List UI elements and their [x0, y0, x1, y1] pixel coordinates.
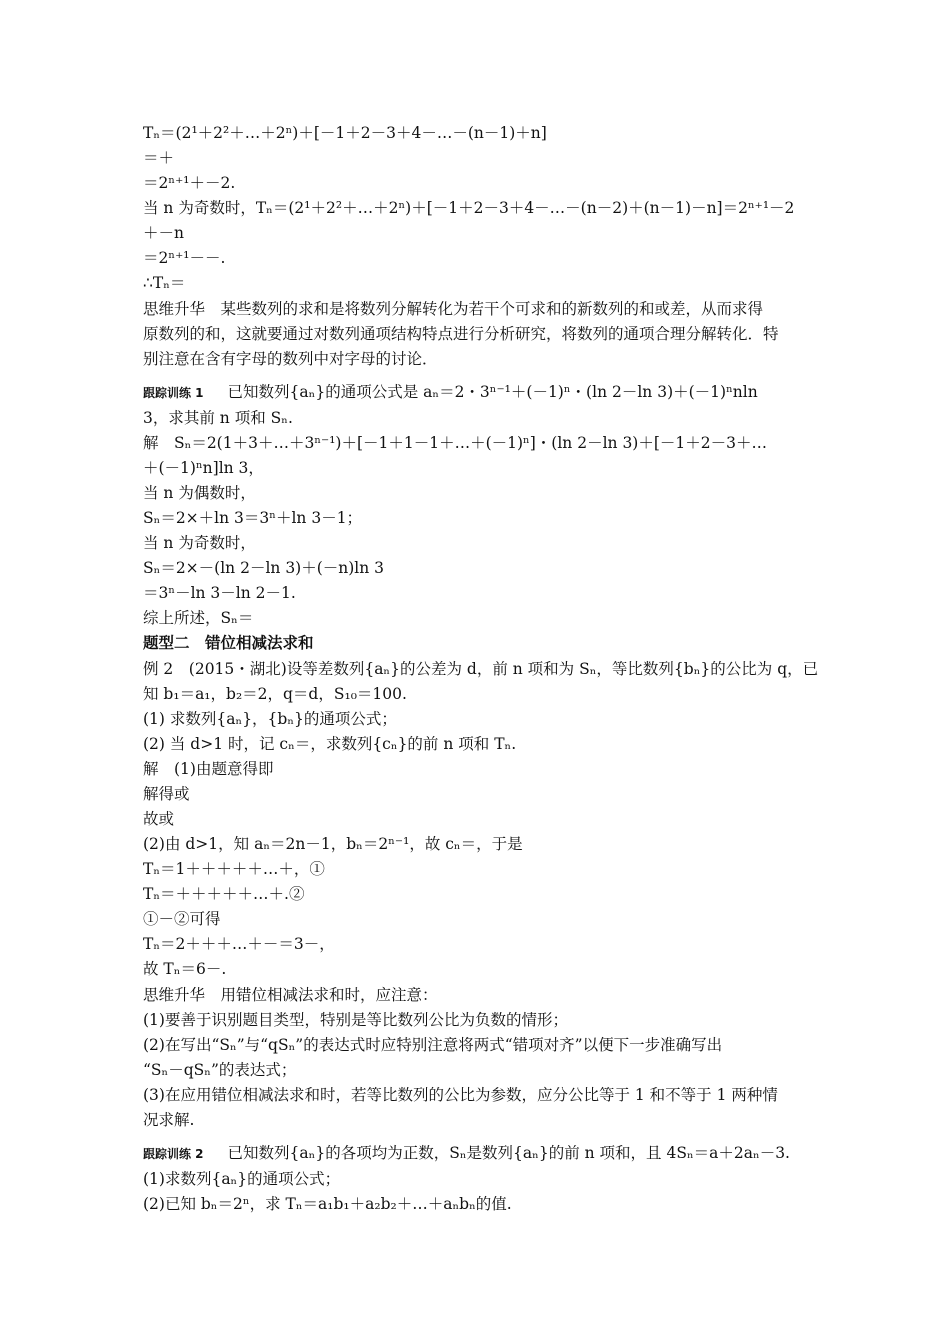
text-line: (2) 当 d>1 时，记 cₙ＝，求数列{cₙ}的前 n 项和 Tₙ.	[143, 735, 517, 753]
practice-1-tag: 跟踪训练 1	[143, 386, 204, 400]
text-line: ∴Tₙ＝	[143, 274, 186, 292]
text-line: (2)已知 bₙ＝2ⁿ，求 Tₙ＝a₁b₁＋a₂b₂＋…＋aₙbₙ的值.	[143, 1195, 512, 1213]
text-line: Sₙ＝2×－(ln 2－ln 3)＋(－n)ln 3	[143, 559, 385, 577]
text-line: 故 Tₙ＝6－.	[143, 960, 227, 978]
text-line: 原数列的和，这就要通过对数列通项结构特点进行分析研究，将数列的通项合理分解转化．特	[143, 325, 779, 343]
text-line: Tₙ＝2＋＋＋…＋－＝3－，	[143, 935, 335, 953]
text-line: ＋(－1)ⁿn]ln 3，	[143, 459, 264, 477]
text-line: (1) 求数列{aₙ}，{bₙ}的通项公式；	[143, 710, 397, 728]
text-line: ＋－n	[143, 224, 184, 242]
practice-1-line	[143, 382, 823, 403]
text-line: 况求解.	[143, 1111, 195, 1129]
text-line: Tₙ＝1＋＋＋＋＋…＋，①	[143, 860, 325, 878]
text-line: 思维升华 某些数列的求和是将数列分解转化为若干个可求和的新数列的和或差，从而求得	[143, 300, 764, 318]
text-line: Tₙ＝(2¹＋2²＋…＋2ⁿ)＋[－1＋2－3＋4－…－(n－1)＋n]	[143, 124, 547, 142]
text-line: (2)由 d>1，知 aₙ＝2n－1，bₙ＝2ⁿ⁻¹，故 cₙ＝，于是	[143, 835, 523, 853]
text-line: (1)求数列{aₙ}的通项公式；	[143, 1170, 341, 1188]
text-line: 3，求其前 n 项和 Sₙ.	[143, 409, 293, 427]
text-line: Sₙ＝2×＋ln 3＝3ⁿ＋ln 3－1；	[143, 509, 363, 527]
text-line: 已知数列{aₙ}的通项公式是 aₙ＝2・3ⁿ⁻¹＋(－1)ⁿ・(ln 2－ln 3)＋(－1)ⁿnln	[227, 383, 758, 401]
text-line: 解 Sₙ＝2(1＋3＋…＋3ⁿ⁻¹)＋[－1＋1－1＋…＋(－1)ⁿ]・(ln 2－ln 3)＋[－1＋2－3＋…	[143, 434, 767, 452]
text-line: 解得或	[143, 785, 190, 803]
text-line: 别注意在含有字母的数列中对字母的讨论．	[143, 350, 438, 368]
text-line: 已知数列{aₙ}的各项均为正数，Sₙ是数列{aₙ}的前 n 项和，且 4Sₙ＝a＋2aₙ－3.	[227, 1144, 790, 1162]
text-line: “Sₙ－qSₙ”的表达式；	[143, 1061, 297, 1079]
text-line: ＝2ⁿ⁺¹－－.	[143, 249, 226, 267]
text-line: ＝＋	[143, 149, 175, 167]
text-line: ＝2ⁿ⁺¹＋－2.	[143, 174, 236, 192]
text-line: Tₙ＝＋＋＋＋＋…＋.②	[143, 885, 305, 903]
text-line: (2)在写出“Sₙ”与“qSₙ”的表达式时应特别注意将两式“错项对齐”以便下一步准确写出	[143, 1036, 723, 1054]
text-line: 知 b₁＝a₁，b₂＝2，q＝d，S₁₀＝100.	[143, 685, 407, 703]
text-line: ＝3ⁿ－ln 3－ln 2－1.	[143, 584, 296, 602]
text-line: 当 n 为奇数时，	[143, 534, 256, 552]
section-heading: 题型二 错位相减法求和	[143, 634, 314, 652]
practice-2-line	[143, 1143, 823, 1164]
text-line: 故或	[143, 810, 175, 828]
text-line: 例 2 (2015・湖北)设等差数列{aₙ}的公差为 d，前 n 项和为 Sₙ，等比数列{bₙ}的公比为 q，已	[143, 660, 819, 678]
text-line: 当 n 为偶数时，	[143, 484, 256, 502]
text-line: (1)要善于识别题目类型，特别是等比数列公比为负数的情形；	[143, 1011, 568, 1029]
text-line: 解 (1)由题意得即	[143, 760, 274, 778]
text-line: 思维升华 用错位相减法求和时，应注意：	[143, 986, 438, 1004]
practice-2-tag: 跟踪训练 2	[143, 1147, 204, 1161]
text-line: 当 n 为奇数时，Tₙ＝(2¹＋2²＋…＋2ⁿ)＋[－1＋2－3＋4－…－(n－2)＋(n－1)－n]＝2ⁿ⁺¹－2	[143, 199, 795, 217]
text-line: (3)在应用错位相减法求和时，若等比数列的公比为参数，应分公比等于 1 和不等于 1 两种情	[143, 1086, 778, 1104]
text-line: ①－②可得	[143, 910, 221, 928]
text-line: 综上所述，Sₙ＝	[143, 609, 254, 627]
